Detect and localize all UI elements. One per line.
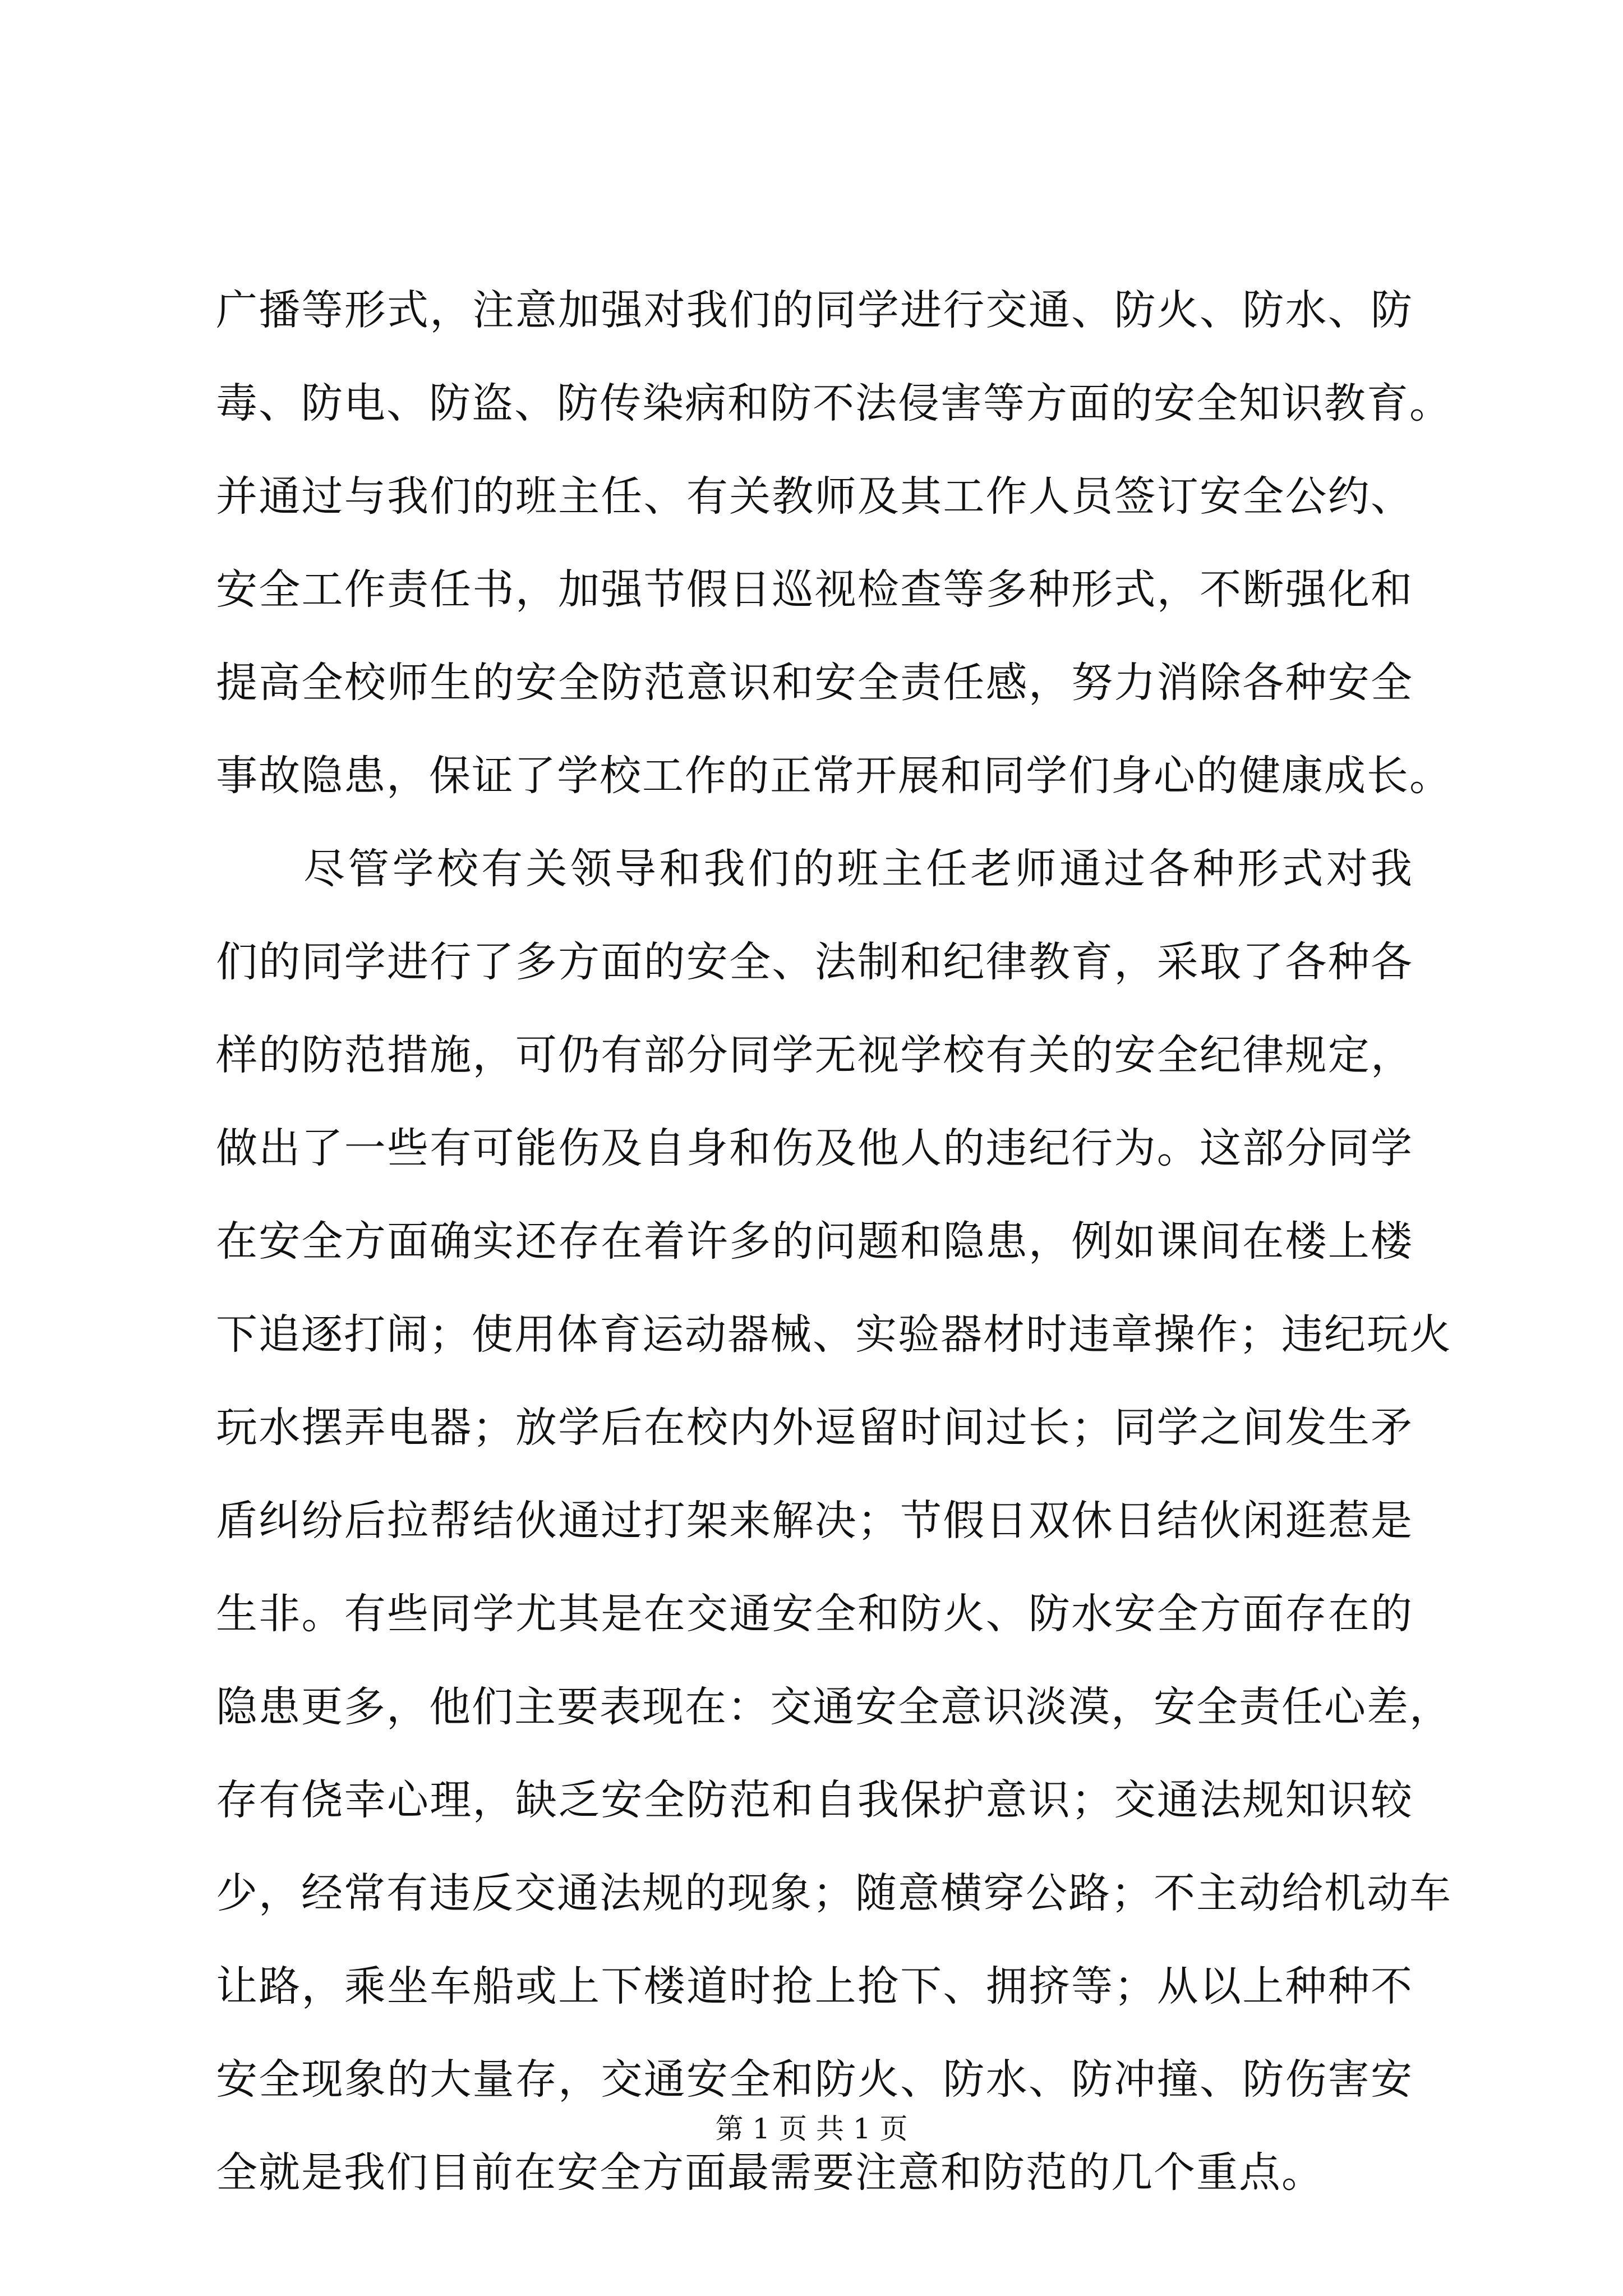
page-footer: [0, 2109, 1623, 2148]
text-line: 安全工作责任书，加强节假日巡视检查等多种形式，不断强化和: [216, 565, 1413, 614]
text-line: 在安全方面确实还存在着许多的问题和隐患，例如课间在楼上楼: [216, 1217, 1413, 1266]
document-body: [216, 264, 1452, 2219]
text-line: 生非。有些同学尤其是在交通安全和防火、防水安全方面存在的: [216, 1590, 1413, 1638]
text-line: 隐患更多，他们主要表现在：交通安全意识淡漠，安全责任心差，: [216, 1683, 1452, 1731]
text-line: 玩水摆弄电器；放学后在校内外逗留时间过长；同学之间发生矛: [216, 1404, 1413, 1452]
text-line: 毒、防电、防盗、防传染病和防不法侵害等方面的安全知识教育。: [216, 379, 1452, 427]
text-line: 让路，乘坐车船或上下楼道时抢上抢下、拥挤等；从以上种种不: [216, 1962, 1413, 2010]
text-line: 存有侥幸心理，缺乏安全防范和自我保护意识；交通法规知识较: [216, 1776, 1413, 1824]
text-line: 安全现象的大量存，交通安全和防火、防水、防冲撞、防伤害安: [216, 2055, 1413, 2104]
text-line: 们的同学进行了多方面的安全、法制和纪律教育，采取了各种各: [216, 938, 1413, 986]
text-line: 少，经常有违反交通法规的现象；随意横穿公路；不主动给机动车: [216, 1869, 1452, 1917]
text-line: 样的防范措施，可仍有部分同学无视学校有关的安全纪律规定，: [216, 1031, 1413, 1079]
page-number-label: 第 1 页 共 1 页: [715, 2113, 908, 2145]
text-line: 盾纠纷后拉帮结伙通过打架来解决；节假日双休日结伙闲逛惹是: [216, 1497, 1413, 1545]
text-line: 下追逐打闹；使用体育运动器械、实验器材时违章操作；违纪玩火: [216, 1310, 1452, 1359]
text-line: 做出了一些有可能伤及自身和伤及他人的违纪行为。这部分同学: [216, 1124, 1413, 1172]
paragraph-2: [216, 822, 1452, 2219]
text-line: 全就是我们目前在安全方面最需要注意和防范的几个重点。: [216, 2148, 1324, 2197]
text-line: 提高全校师生的安全防范意识和安全责任感，努力消除各种安全: [216, 659, 1413, 707]
text-line: 广播等形式，注意加强对我们的同学进行交通、防火、防水、防: [216, 286, 1413, 334]
text-line: 事故隐患，保证了学校工作的正常开展和同学们身心的健康成长。: [216, 752, 1452, 800]
text-line: 并通过与我们的班主任、有关教师及其工作人员签订安全公约、: [216, 472, 1413, 521]
paragraph-1: [216, 264, 1452, 822]
text-line: 尽管学校有关领导和我们的班主任老师通过各种形式对我: [303, 845, 1413, 893]
